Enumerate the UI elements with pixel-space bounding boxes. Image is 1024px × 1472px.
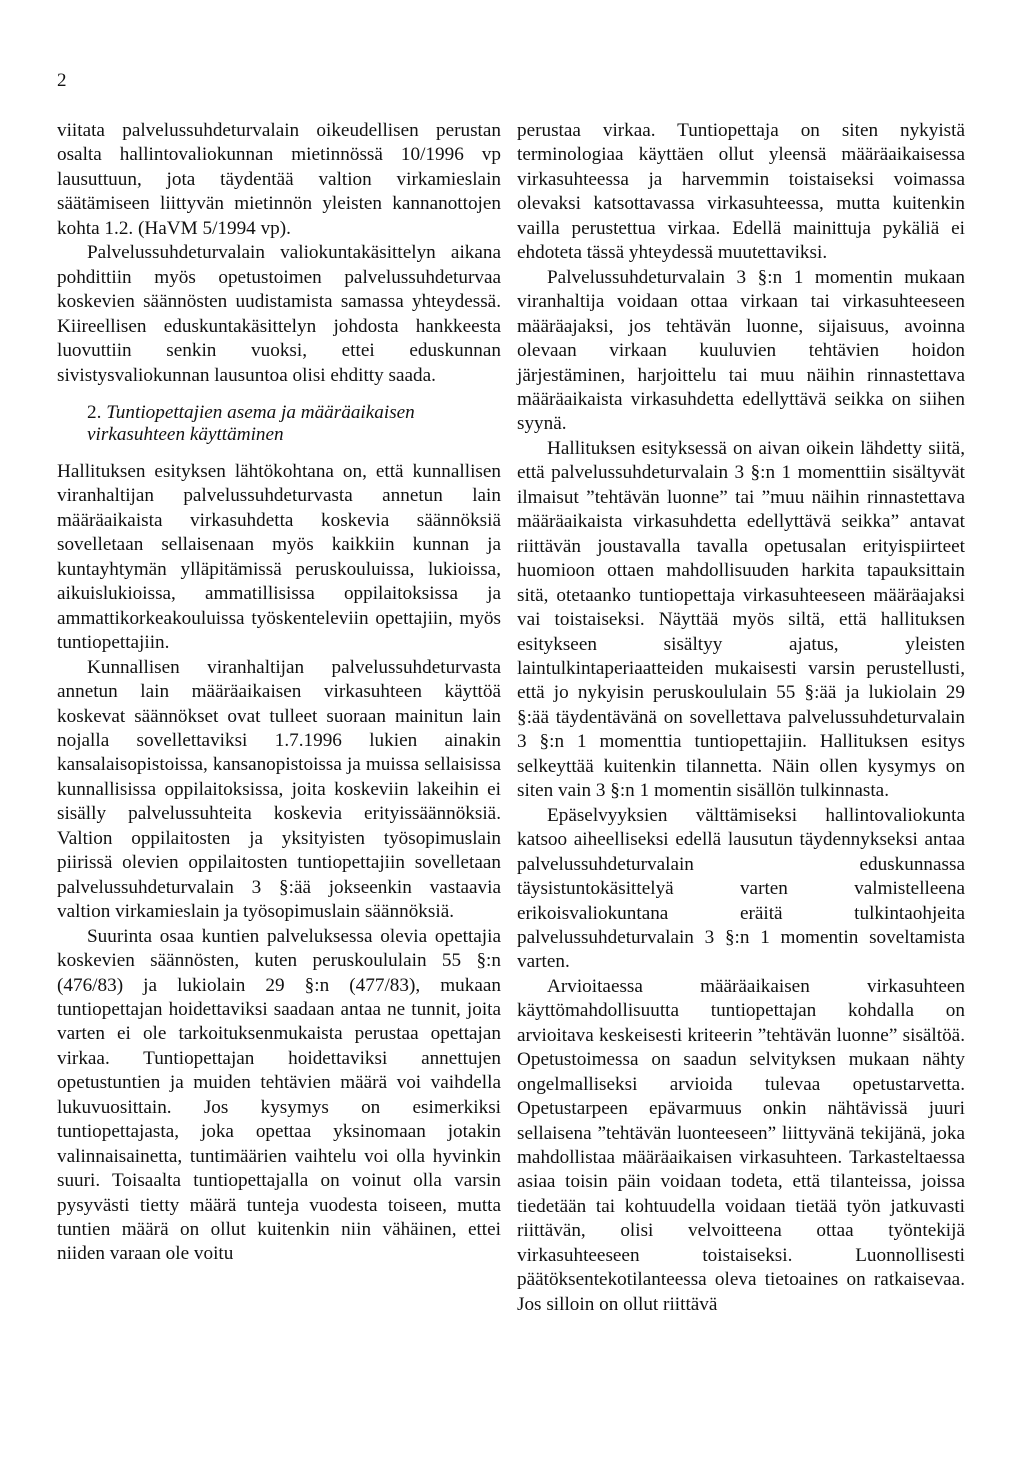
section-heading — [57, 402, 501, 446]
right-paragraph-5: Arvioitaessa määräaikaisen virkasuhteen käyttömahdollisuutta tuntiopettajan kohdalla on arvioitava keskeisesti kriteerin ”tehtävän luonne” sisältöä. Opetustoimessa on saadun selvityksen mukaan nähty ongelmalliseksi arvioida tulevaa opetustarvetta. Opetustarpeen epävarmuus onkin nähtävissä juuri sellaisena ”tehtävän luonteeseen” liittyvänä tekijänä, joka mahdollistaa määräaikaisen virkasuhteen. Tarkasteltaessa asiaa toisin päin voidaan todeta, että tilanteissa, joissa tiedetään tai kohtuudella voidaan tietää työn jatkuvasti riittävän, olisi velvoitteena ottaa työntekijä virkasuhteeseen toistaiseksi. Luonnollisesti päätöksentekotilanteessa oleva tietoaines on ratkaisevaa. Jos silloin on ollut riittävä — [517, 975, 965, 1315]
left-paragraph-1: viitata palvelussuhdeturvalain oikeudellisen perustan osalta hallintovaliokunnan mietinnössä 10/1996 vp lausuttuun, jota täydentää valtion virkamieslain säätämiseen liittyvän mietinnön yleisten kannanottojen kohta 1.2. (HaVM 5/1994 vp). — [57, 120, 501, 239]
right-paragraph-3: Hallituksen esityksessä on aivan oikein lähdetty siitä, että palvelussuhdeturvalain 3 §:n 1 momenttiin sisältyvät ilmaisut ”tehtävän luonne” tai ”muu näihin rinnastettava määräaikaista virkasuhdetta edellyttävä seikka” antavat riittävän joustavalla tavalla opetusalan erityispiirteet huomioon ottaen mahdollisuuden harkita tapauksittain sitä, otetaanko tuntiopettaja virkasuhteeseen määräajaksi vai toistaiseksi. Näyttää myös siltä, että hallituksen esitykseen sisältyy ajatus, yleisten laintulkintaperiaatteiden mukaisesti varsin perustellusti, että jo nykyisin peruskoululain 55 §:ää ja lukiolain 29 §:ää täydentävänä on sovellettava palvelussuhdeturvalain 3 §:n 1 momenttia tuntiopettajiin. Hallituksen esitys selkeyttää kuitenkin tilannetta. Näin ollen kysymys on siten vain 3 §:n 1 momentin sisällön tulkinnasta. — [517, 437, 965, 802]
left-column — [57, 119, 501, 1267]
right-paragraph-2: Palvelussuhdeturvalain 3 §:n 1 momentin mukaan viranhaltija voidaan ottaa virkaan tai virkasuhteeseen määräajaksi, jos tehtävän luonne, sijaisuus, avoinna olevaan virkaan kuuluvien tehtävien hoidon järjestäminen, harjoittelu tai muu näihin rinnastettava määräaikaista virkasuhdetta edellyttävä seikka on siihen syynä. — [517, 266, 965, 435]
left-paragraph-4: Kunnallisen viranhaltijan palvelussuhdeturvasta annetun lain määräaikaisen virkasuhteen käyttöä koskevat säännökset ovat tulleet suoraan mainitun lain nojalla sovellettaviksi 1.7.1996 lukien ainakin kansalaisopistoissa, kansanopistoissa ja muissa sellaisissa kunnallisissa oppilaitoksissa, joita koskeviin lakeihin ei sisälly palvelussuhteita koskevia erityissäännöksiä. Valtion oppilaitosten ja yksityisten työsopimuslain piirissä olevien oppilaitosten tuntiopettajiin sovelletaan palvelussuhdeturvalain 3 §:ää jokseenkin vastaavia valtion virkamieslain ja työsopimuslain säännöksiä. — [57, 656, 501, 923]
right-paragraph-4: Epäselvyyksien välttämiseksi hallintovaliokunta katsoo aiheelliseksi edellä lausutun täydennykseksi antaa palvelussuhdeturvalain eduskunnassa täysistuntokäsittelyä varten valmistelleena erikoisvaliokuntana eräitä tulkintaohjeita palvelussuhdeturvalain 3 §:n 1 momentin soveltamista varten. — [517, 804, 965, 973]
page-number: 2 — [57, 70, 67, 91]
right-column — [517, 119, 965, 1317]
section-title: Tuntiopettajien asema ja määräaikaisen virkasuhteen käyttäminen — [87, 401, 415, 445]
left-paragraph-5: Suurinta osaa kuntien palveluksessa olevia opettajia koskevien säännösten, kuten peruskoululain 55 §:n (476/83) ja lukiolain 29 §:n (477/83), mukaan tuntiopettajan hoidettaviksi saadaan antaa ne tunnit, joita varten ei ole tarkoituksenmukaista perustaa opettajan virkaa. Tuntiopettajan hoidettaviksi annettujen opetustuntien ja muiden tehtävien määrä voi vaihdella lukuvuosittain. Jos kysymys on esimerkiksi tuntiopettajasta, joka opettaa yksinomaan jotakin valinnaisainetta, tuntimäärien vaihtelu voi olla hyvinkin suuri. Toisaalta tuntiopettajalla on voinut olla varsin pysyvästi tietty määrä tunteja vuodesta toiseen, mutta tuntien määrä on ollut kuitenkin niin vähäinen, ettei niiden varaan ole voitu — [57, 925, 501, 1265]
right-paragraph-1: perustaa virkaa. Tuntiopettaja on siten nykyistä terminologiaa käyttäen ollut yleensä määräaikaisessa virkasuhteessa ja harvemmin toistaiseksi voimassa olevaksi katsottavassa virkasuhteessa, mutta kuitenkin vailla perustettua virkaa. Edellä mainittuja pykäliä ei ehdoteta tässä yhteydessä muutettaviksi. — [517, 120, 965, 264]
section-number: 2. — [87, 401, 102, 423]
left-paragraph-3: Hallituksen esityksen lähtökohtana on, että kunnallisen viranhaltijan palvelussuhdeturvasta annetun lain määräaikaista virkasuhdetta koskevia säännöksiä sovelletaan sellaisenaan myös kaikkiin kunnan ja kuntayhtymän ylläpitämissä peruskouluissa, lukioissa, aikuislukioissa, ammatillisissa oppilaitoksissa ja ammattikorkeakouluissa työskenteleviin opettajiin, myös tuntiopettajiin. — [57, 460, 501, 654]
left-paragraph-2: Palvelussuhdeturvalain valiokuntakäsittelyn aikana pohdittiin myös opetustoimen palvelussuhdeturvaa koskevien säännösten uudistamista samassa yhteydessä. Kiireellisen eduskuntakäsittelyn johdosta hankkeesta luovuttiin senkin vuoksi, ettei eduskunnan sivistysvaliokunnan lausuntoa olisi ehditty saada. — [57, 242, 501, 386]
